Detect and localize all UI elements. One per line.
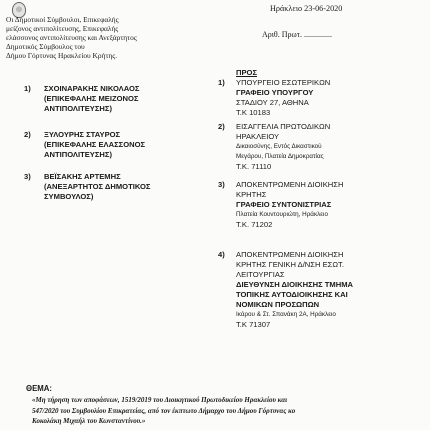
recipient-line: Τ.Κ 71307 — [236, 320, 271, 329]
recipient-line: Πλατεία Κουντουριώτη, Ηράκλειο — [236, 211, 328, 218]
subject-label: ΘΕΜΑ: — [26, 384, 52, 393]
signatory-role: (ΕΠΙΚΕΦΑΛΗΣ ΕΛΑΣΣΟΝΟΣ — [44, 140, 146, 149]
protocol-number: Αριθ. Πρωτ. .............. — [262, 30, 333, 39]
sender-header — [6, 1, 206, 60]
recipient-line: ΝΟΜΙΚΩΝ ΠΡΟΣΩΠΩΝ — [236, 300, 320, 309]
sender-line: μείζονος αντιπολίτευσης, Επικεφαλής — [6, 24, 119, 34]
recipient-number: 1) — [218, 78, 225, 87]
recipient-line: ΥΠΟΥΡΓΕΙΟ ΕΣΩΤΕΡΙΚΩΝ — [236, 78, 331, 87]
subject-line: Κοκολάκη Μιχαήλ του Κωνσταντίνου.» — [32, 417, 146, 425]
recipient-line: ΑΠΟΚΕΝΤΡΩΜΕΝΗ ΔΙΟΙΚΗΣΗ — [236, 250, 344, 259]
recipient-line: Μεγάρου, Πλατεία Δημοκρατίας — [236, 153, 324, 160]
subject-text — [32, 395, 424, 427]
signatory-role: ΣΥΜΒΟΥΛΟΣ) — [44, 192, 94, 201]
recipient-line: ΤΟΠΙΚΗΣ ΑΥΤΟΔΙΟΙΚΗΣΗΣ ΚΑΙ — [236, 290, 348, 299]
sender-line: Δημοτικός Σύμβουλος του — [6, 42, 85, 52]
recipient-line: ΕΙΣΑΓΓΕΛΙΑ ΠΡΩΤΟΔΙΚΩΝ — [236, 122, 331, 131]
signatory-number: 1) — [24, 84, 31, 93]
subject-line: 547/2020 του Συμβουλίου Επικρατείας, από τον έκπτωτο Δήμαρχο του Δήμου Γόρτυνας κο — [32, 406, 296, 415]
recipient-number: 4) — [218, 250, 225, 259]
recipient-line: ΣΤΑΔΙΟΥ 27, ΑΘΗΝΑ — [236, 98, 309, 107]
signatory-name: ΒΕΪΣΑΚΗΣ ΑΡΤΕΜΗΣ — [44, 172, 121, 181]
signatory-role: (ΑΝΕΞΑΡΤΗΤΟΣ ΔΗΜΟΤΙΚΟΣ — [44, 182, 151, 191]
signatory-number: 2) — [24, 130, 31, 139]
document-date: Ηράκλειο 23-06-2020 — [270, 4, 343, 13]
signatory-role: ΑΝΤΙΠΟΛΙΤΕΥΣΗΣ) — [44, 150, 112, 159]
sender-line: ελάσσονος αντιπολίτευσης και Ανεξάρτητος — [6, 33, 137, 43]
recipient-line: ΓΡΑΦΕΙΟ ΣΥΝΤΟΝΙΣΤΡΙΑΣ — [236, 200, 332, 209]
recipient-line: ΚΡΗΤΗΣ ΓΕΝΙΚΗ Δ/ΝΣΗ ΕΣΩΤ. — [236, 260, 344, 269]
recipient-line: ΓΡΑΦΕΙΟ ΥΠΟΥΡΓΟΥ — [236, 88, 314, 97]
recipient-number: 2) — [218, 122, 225, 131]
sender-line: Δήμου Γόρτυνας Ηρακλείου Κρήτης. — [6, 51, 118, 61]
subject-line: «Μη τήρηση των αποφάσεων, 1519/2019 του Διοικητικού Πρωτοδικείου Ηρακλείου και — [32, 396, 288, 404]
recipient-line: Τ.Κ. 71202 — [236, 220, 273, 229]
recipient-line: ΗΡΑΚΛΕΙΟΥ — [236, 132, 280, 141]
recipient-number: 3) — [218, 180, 225, 189]
signatory-number: 3) — [24, 172, 31, 181]
recipient-line: ΔΙΕΥΘΥΝΣΗ ΔΙΟΙΚΗΣΗΣ ΤΜΗΜΑ — [236, 280, 354, 289]
recipient-line: Δικαιοσύνης, Εντός Δικαστικού — [236, 143, 322, 150]
recipient-line: Τ.Κ. 71110 — [236, 162, 272, 171]
signatory-role: (ΕΠΙΚΕΦΑΛΗΣ ΜΕΙΖΟΝΟΣ — [44, 94, 139, 103]
recipient-line: ΚΡΗΤΗΣ — [236, 190, 267, 199]
recipient-line: ΑΠΟΚΕΝΤΡΩΜΕΝΗ ΔΙΟΙΚΗΣΗ — [236, 180, 344, 189]
recipient-line: ΛΕΙΤΟΥΡΓΙΑΣ — [236, 270, 285, 279]
recipient-line: Τ.Κ 10183 — [236, 108, 271, 117]
signatory-role: ΑΝΤΙΠΟΛΙΤΕΥΣΗΣ) — [44, 104, 112, 113]
recipient-line: Ικάρου & Στ. Σπανάκη 2Α, Ηράκλειο — [236, 311, 336, 318]
signatory-name: ΣΧΟΙΝΑΡΑΚΗΣ ΝΙΚΟΛΑΟΣ — [44, 84, 140, 93]
signatory-name: ΞΥΛΟΥΡΗΣ ΣΤΑΥΡΟΣ — [44, 130, 121, 139]
recipient-line: ΠΡΟΣ — [236, 68, 258, 77]
sender-line: Οι Δημοτικοί Σύμβουλοι, Επικεφαλής — [6, 15, 119, 24]
